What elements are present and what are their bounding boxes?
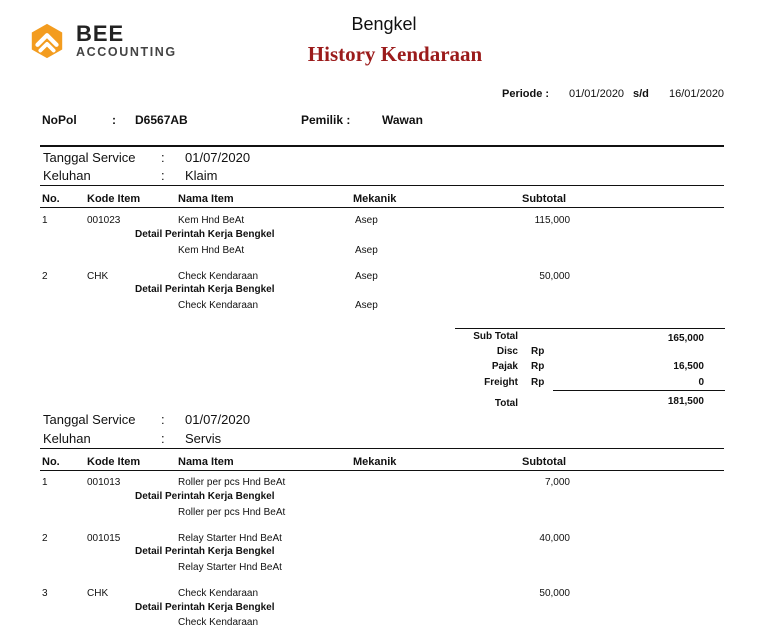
owner-value: Wawan <box>382 113 423 127</box>
tax-currency: Rp <box>531 361 545 372</box>
detail-item-name: Check Kendaraan <box>178 300 259 311</box>
item-subtotal: 40,000 <box>539 533 570 544</box>
complaint-label: Keluhan <box>43 168 91 183</box>
item-subtotal: 7,000 <box>544 477 570 488</box>
nopol-colon: : <box>112 113 116 127</box>
logo-text-primary: BEE <box>76 21 125 46</box>
report-title: History Kendaraan <box>307 42 483 66</box>
detail-item-name: Roller per pcs Hnd BeAt <box>178 507 286 518</box>
item-no: 2 <box>42 533 48 544</box>
table-header-top-line <box>40 185 724 186</box>
total-label: Total <box>494 398 518 409</box>
service-date-colon: : <box>161 150 165 165</box>
complaint-value: Servis <box>185 431 222 446</box>
column-header-no: No. <box>42 456 60 468</box>
item-name: Roller per pcs Hnd BeAt <box>178 477 286 488</box>
column-header-code: Kode Item <box>87 456 141 468</box>
item-code: 001015 <box>87 533 121 544</box>
service-date-label: Tanggal Service <box>43 412 136 427</box>
item-code: 001013 <box>87 477 121 488</box>
detail-label: Detail Perintah Kerja Bengkel <box>135 229 275 240</box>
period-label: Periode : <box>502 88 550 100</box>
period-separator: s/d <box>633 88 649 100</box>
item-mechanic: Asep <box>355 271 378 282</box>
tax-value: 16,500 <box>673 361 704 372</box>
tax-label: Pajak <box>491 361 518 372</box>
detail-item-name: Relay Starter Hnd BeAt <box>178 562 282 573</box>
column-header-no: No. <box>42 193 60 205</box>
logo-text-secondary: ACCOUNTING <box>76 45 177 59</box>
complaint-colon: : <box>161 431 165 446</box>
total-value: 181,500 <box>667 396 704 407</box>
item-name: Check Kendaraan <box>178 271 259 282</box>
item-no: 1 <box>42 477 48 488</box>
complaint-value: Klaim <box>185 168 218 183</box>
totals-top-line <box>455 328 725 329</box>
detail-item-name: Check Kendaraan <box>178 617 259 628</box>
detail-item-mechanic: Asep <box>355 245 378 256</box>
table-header-bottom-line <box>40 207 724 208</box>
item-mechanic: Asep <box>355 215 378 226</box>
column-header-subtotal: Subtotal <box>522 193 566 205</box>
freight-label: Freight <box>484 377 518 388</box>
table-header-bottom-line <box>40 470 724 471</box>
item-no: 3 <box>42 588 48 599</box>
company-name: Bengkel <box>351 14 417 34</box>
section-divider <box>40 145 724 147</box>
item-code: 001023 <box>87 215 121 226</box>
complaint-colon: : <box>161 168 165 183</box>
detail-label: Detail Perintah Kerja Bengkel <box>135 602 275 613</box>
item-code: CHK <box>87 588 109 599</box>
service-date-colon: : <box>161 412 165 427</box>
detail-item-mechanic: Asep <box>355 300 378 311</box>
column-header-subtotal: Subtotal <box>522 456 566 468</box>
item-name: Relay Starter Hnd BeAt <box>178 533 282 544</box>
column-header-mechanic: Mekanik <box>353 456 397 468</box>
detail-label: Detail Perintah Kerja Bengkel <box>135 284 275 295</box>
detail-label: Detail Perintah Kerja Bengkel <box>135 546 275 557</box>
totals-bottom-line <box>553 390 725 391</box>
complaint-label: Keluhan <box>43 431 91 446</box>
table-header-top-line <box>40 448 724 449</box>
item-name: Check Kendaraan <box>178 588 259 599</box>
disc-label: Disc <box>496 346 518 357</box>
nopol-label: NoPol <box>42 113 77 127</box>
owner-label: Pemilik : <box>301 113 351 127</box>
service-date-label: Tanggal Service <box>43 150 136 165</box>
freight-currency: Rp <box>531 377 545 388</box>
period-from: 01/01/2020 <box>569 88 625 100</box>
service-date: 01/07/2020 <box>185 150 251 165</box>
column-header-name: Nama Item <box>178 193 234 205</box>
freight-value: 0 <box>698 377 704 388</box>
column-header-mechanic: Mekanik <box>353 193 397 205</box>
item-no: 2 <box>42 271 48 282</box>
column-header-code: Kode Item <box>87 193 141 205</box>
disc-currency: Rp <box>531 346 545 357</box>
item-code: CHK <box>87 271 109 282</box>
sub-total-label: Sub Total <box>473 331 518 342</box>
sub-total-value: 165,000 <box>667 333 704 344</box>
item-no: 1 <box>42 215 48 226</box>
detail-label: Detail Perintah Kerja Bengkel <box>135 491 275 502</box>
nopol-value: D6567AB <box>135 113 188 127</box>
item-subtotal: 115,000 <box>534 215 570 226</box>
item-name: Kem Hnd BeAt <box>178 215 245 226</box>
item-subtotal: 50,000 <box>539 588 570 599</box>
detail-item-name: Kem Hnd BeAt <box>178 245 245 256</box>
period-to: 16/01/2020 <box>669 88 725 100</box>
column-header-name: Nama Item <box>178 456 234 468</box>
item-subtotal: 50,000 <box>539 271 570 282</box>
service-date: 01/07/2020 <box>185 412 251 427</box>
